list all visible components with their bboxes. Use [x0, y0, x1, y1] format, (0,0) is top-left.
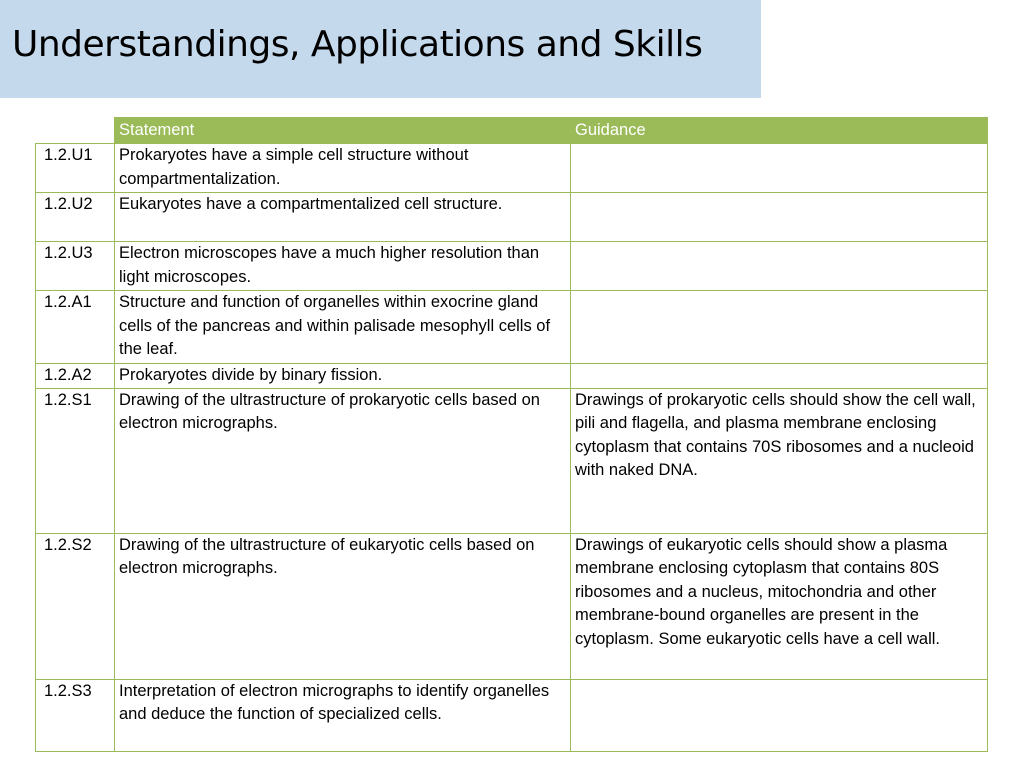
row-code: 1.2.S3 [36, 679, 115, 751]
row-code: 1.2.A1 [36, 291, 115, 364]
row-guidance [571, 242, 988, 291]
row-guidance [571, 679, 988, 751]
table-row [36, 144, 988, 193]
row-statement: Structure and function of organelles within exocrine gland cells of the pancreas and within palisade mesophyll cells of the leaf. [115, 291, 571, 364]
title-banner [0, 0, 761, 98]
table-header-row [36, 118, 988, 144]
row-statement: Eukaryotes have a compartmentalized cell structure. [115, 193, 571, 242]
header-statement: Statement [115, 118, 571, 144]
row-statement: Drawing of the ultrastructure of prokaryotic cells based on electron micrographs. [115, 388, 571, 533]
row-statement: Interpretation of electron micrographs to identify organelles and deduce the function of specialized cells. [115, 679, 571, 751]
row-code: 1.2.U2 [36, 193, 115, 242]
row-code: 1.2.U1 [36, 144, 115, 193]
row-guidance [571, 364, 988, 389]
row-code: 1.2.A2 [36, 364, 115, 389]
row-statement: Electron microscopes have a much higher resolution than light microscopes. [115, 242, 571, 291]
header-guidance: Guidance [571, 118, 988, 144]
table-row [36, 242, 988, 291]
row-code: 1.2.S1 [36, 388, 115, 533]
row-statement: Prokaryotes have a simple cell structure without compartmentalization. [115, 144, 571, 193]
page-title: Understandings, Applications and Skills [12, 24, 703, 65]
row-guidance [571, 291, 988, 364]
row-code: 1.2.S2 [36, 533, 115, 679]
row-statement: Prokaryotes divide by binary fission. [115, 364, 571, 389]
row-guidance [571, 144, 988, 193]
table-row [36, 193, 988, 242]
table-row [36, 679, 988, 751]
row-code: 1.2.U3 [36, 242, 115, 291]
table-row [36, 364, 988, 389]
row-guidance [571, 193, 988, 242]
row-guidance: Drawings of prokaryotic cells should show the cell wall, pili and flagella, and plasma membrane enclosing cytoplasm that contains 70S ribosomes and a nucleoid with naked DNA. [571, 388, 988, 533]
criteria-table [35, 117, 988, 752]
table-row [36, 533, 988, 679]
table-row [36, 291, 988, 364]
row-statement: Drawing of the ultrastructure of eukaryotic cells based on electron micrographs. [115, 533, 571, 679]
header-blank-cell [36, 118, 115, 144]
table-row [36, 388, 988, 533]
row-guidance: Drawings of eukaryotic cells should show a plasma membrane enclosing cytoplasm that contains 80S ribosomes and a nucleus, mitochondria and other membrane-bound organelles are present in the cytoplasm. Some eukaryotic cells have a cell wall. [571, 533, 988, 679]
